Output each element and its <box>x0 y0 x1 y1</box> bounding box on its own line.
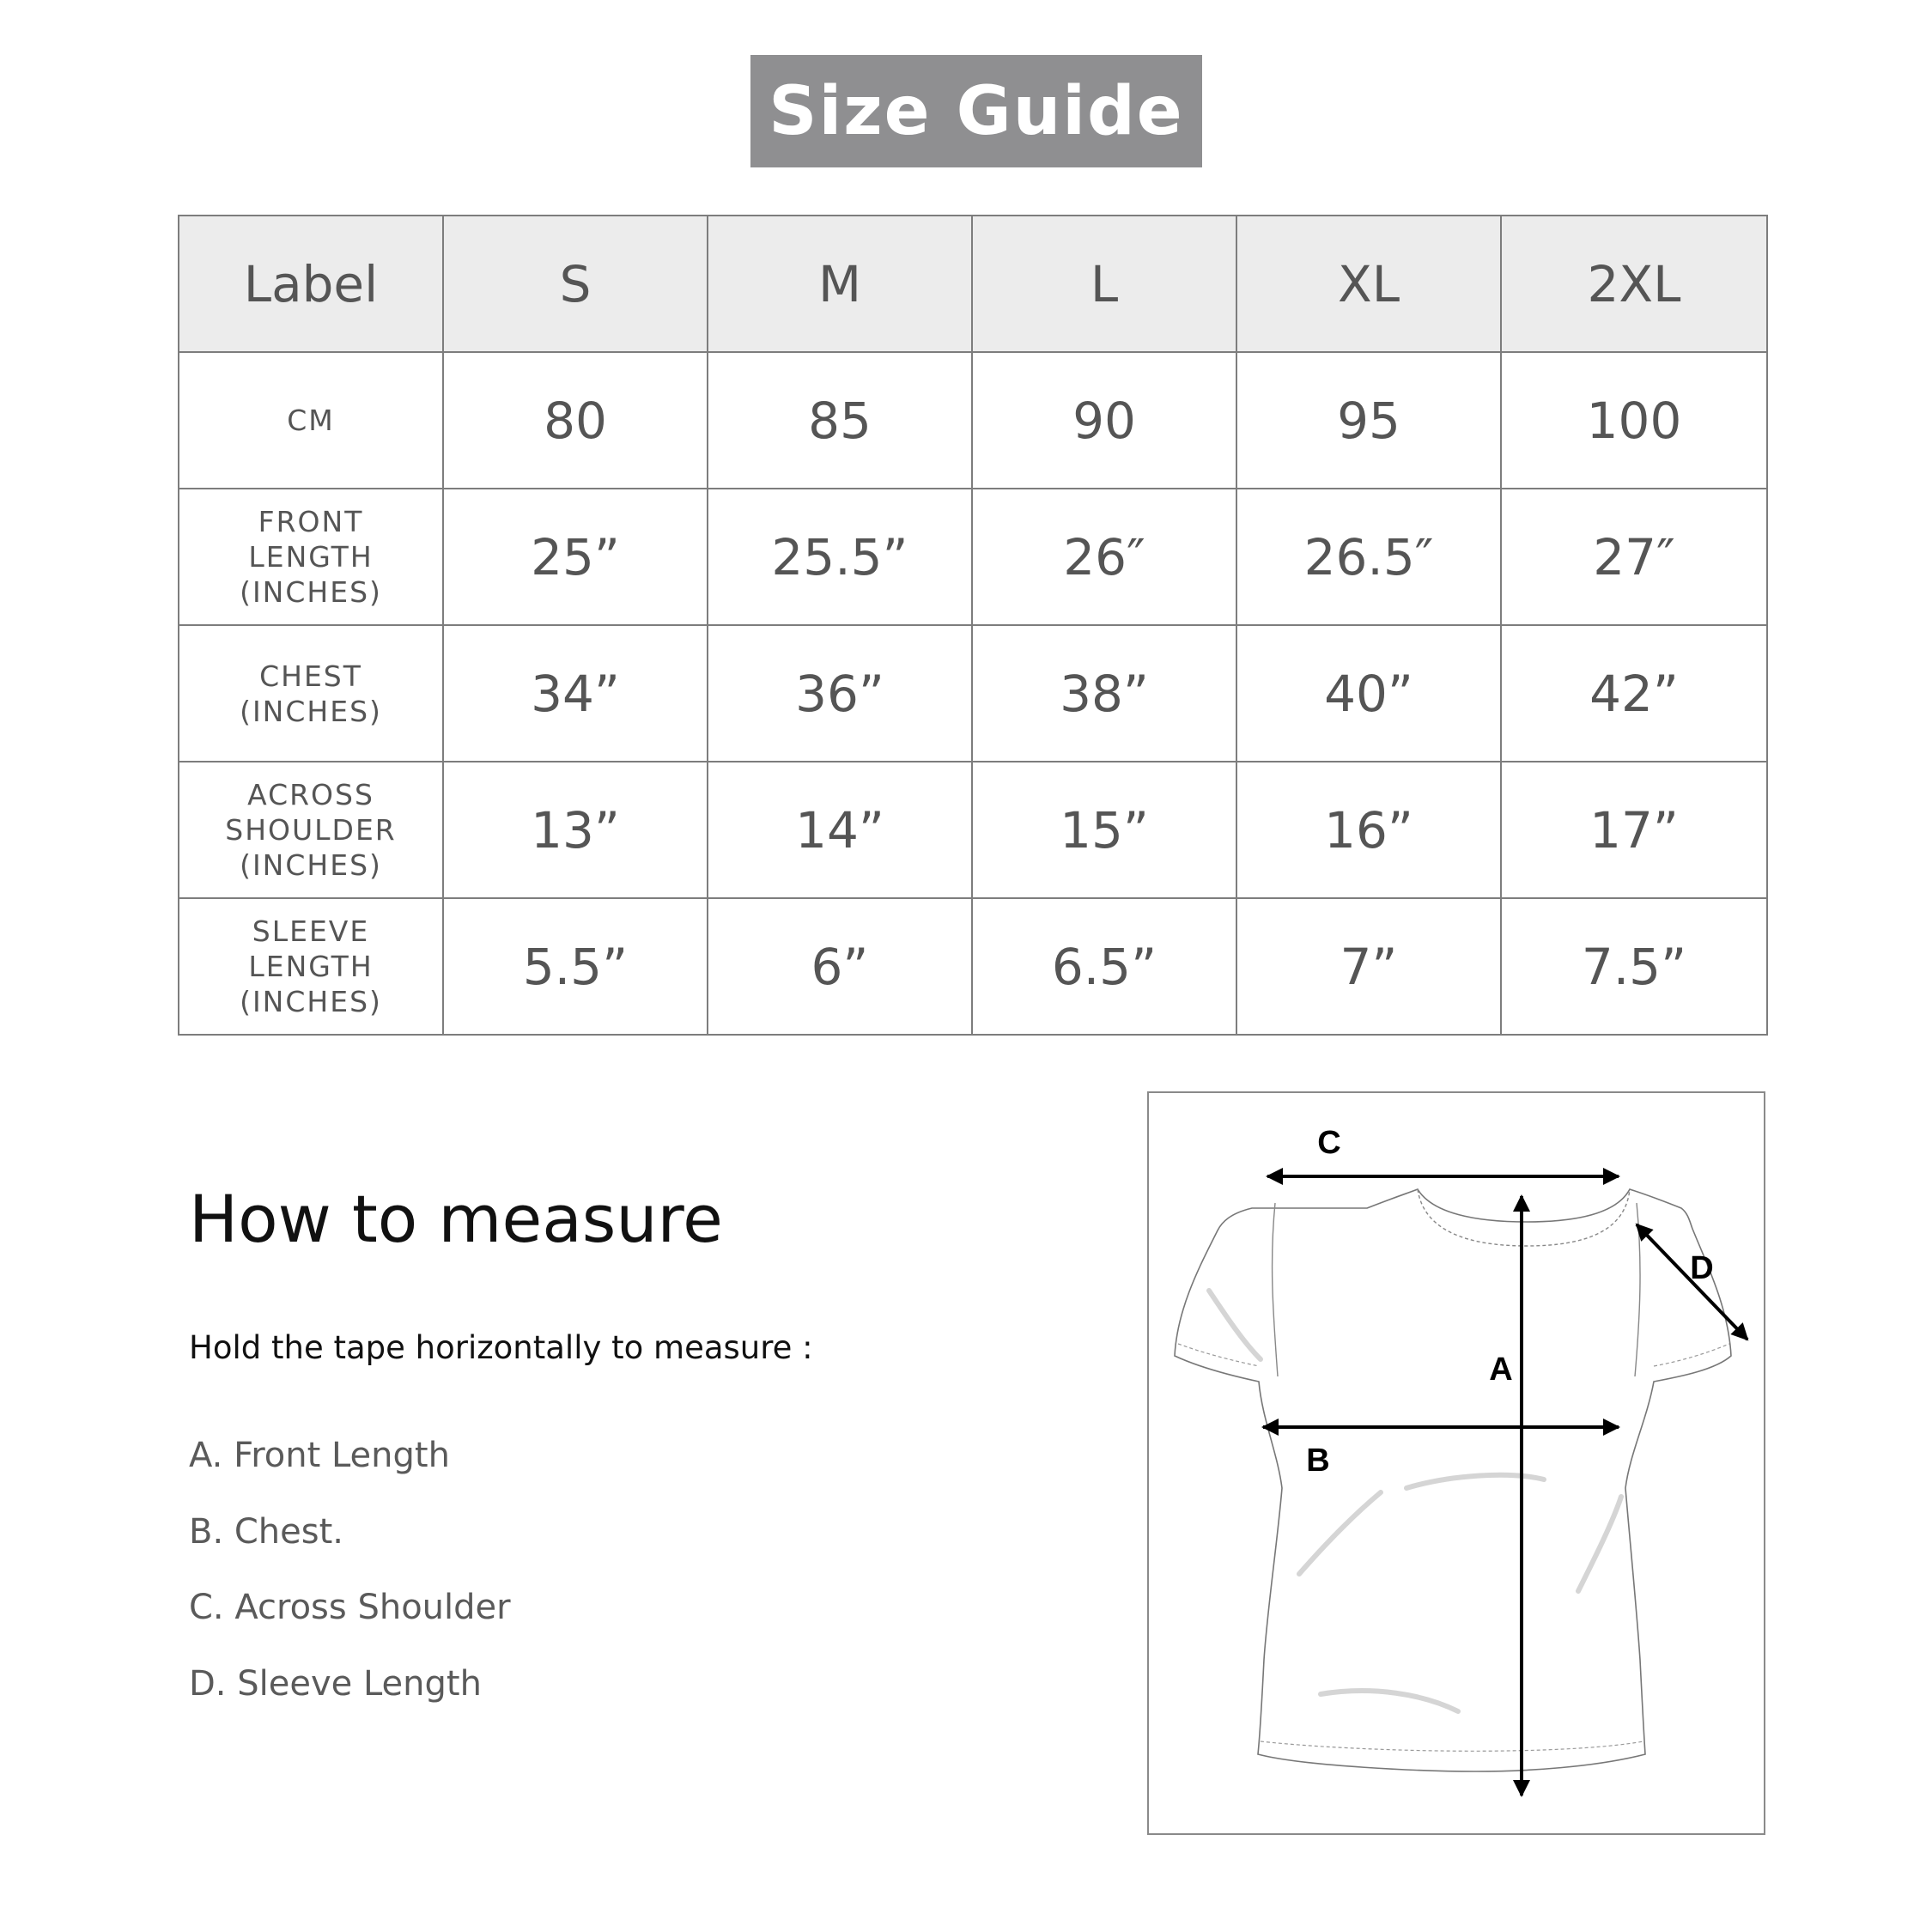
table-cell: 25.5” <box>708 489 972 625</box>
list-item: B. Chest. <box>189 1511 343 1552</box>
table-cell: 90 <box>972 352 1236 489</box>
table-cell: 14” <box>708 762 972 898</box>
tshirt-fold-shading <box>1209 1291 1621 1711</box>
table-cell: 42” <box>1501 625 1767 762</box>
row-label: CHEST (INCHES) <box>179 625 443 762</box>
table-cell: 100 <box>1501 352 1767 489</box>
table-cell: 38” <box>972 625 1236 762</box>
table-cell: 95 <box>1236 352 1501 489</box>
header-label-cell: Label <box>179 216 443 352</box>
table-row-front-length <box>179 489 1767 625</box>
row-label: FRONT LENGTH (INCHES) <box>179 489 443 625</box>
marker-a-label: A <box>1489 1352 1513 1388</box>
row-label: SLEEVE LENGTH (INCHES) <box>179 898 443 1035</box>
page-title: Size Guide <box>750 55 1202 167</box>
table-header-row <box>179 216 1767 352</box>
tshirt-diagram-svg <box>1149 1093 1764 1833</box>
tshirt-collar <box>1418 1189 1630 1246</box>
table-cell: 25” <box>443 489 708 625</box>
measurement-steps-list <box>189 1430 511 1734</box>
row-label: CM <box>179 352 443 489</box>
measurement-diagram <box>1147 1091 1765 1835</box>
list-item: C. Across Shoulder <box>189 1588 511 1627</box>
table-cell: 7.5” <box>1501 898 1767 1035</box>
tshirt-hem-stitch <box>1261 1741 1643 1751</box>
table-cell: 17” <box>1501 762 1767 898</box>
header-size-s: S <box>443 216 708 352</box>
table-row-across-shoulder <box>179 762 1767 898</box>
table-cell: 7” <box>1236 898 1501 1035</box>
header-size-2xl: 2XL <box>1501 216 1767 352</box>
table-cell: 26″ <box>972 489 1236 625</box>
marker-d-label: D <box>1690 1250 1714 1286</box>
list-item: A. Front Length <box>189 1436 450 1475</box>
header-size-xl: XL <box>1236 216 1501 352</box>
table-cell: 34” <box>443 625 708 762</box>
table-cell: 5.5” <box>443 898 708 1035</box>
table-cell: 26.5″ <box>1236 489 1501 625</box>
table-cell: 40” <box>1236 625 1501 762</box>
how-to-measure-title: How to measure <box>189 1181 723 1257</box>
table-cell: 27″ <box>1501 489 1767 625</box>
table-cell: 80 <box>443 352 708 489</box>
marker-c-label: C <box>1317 1125 1341 1161</box>
table-cell: 36” <box>708 625 972 762</box>
marker-b-label: B <box>1306 1443 1330 1479</box>
table-cell: 15” <box>972 762 1236 898</box>
table-cell: 6” <box>708 898 972 1035</box>
table-row-sleeve-length <box>179 898 1767 1035</box>
table-row-cm <box>179 352 1767 489</box>
header-size-m: M <box>708 216 972 352</box>
row-label: ACROSS SHOULDER (INCHES) <box>179 762 443 898</box>
list-item: D. Sleeve Length <box>189 1663 482 1704</box>
tshirt-sleeve-seam-left <box>1273 1203 1278 1376</box>
header-size-l: L <box>972 216 1236 352</box>
table-cell: 13” <box>443 762 708 898</box>
how-to-measure-description: Hold the tape horizontally to measure : <box>189 1329 813 1366</box>
size-chart-table <box>178 215 1768 1036</box>
table-cell: 16” <box>1236 762 1501 898</box>
table-row-chest <box>179 625 1767 762</box>
table-cell: 85 <box>708 352 972 489</box>
tshirt-right-cuff-stitch <box>1654 1344 1729 1366</box>
table-cell: 6.5” <box>972 898 1236 1035</box>
